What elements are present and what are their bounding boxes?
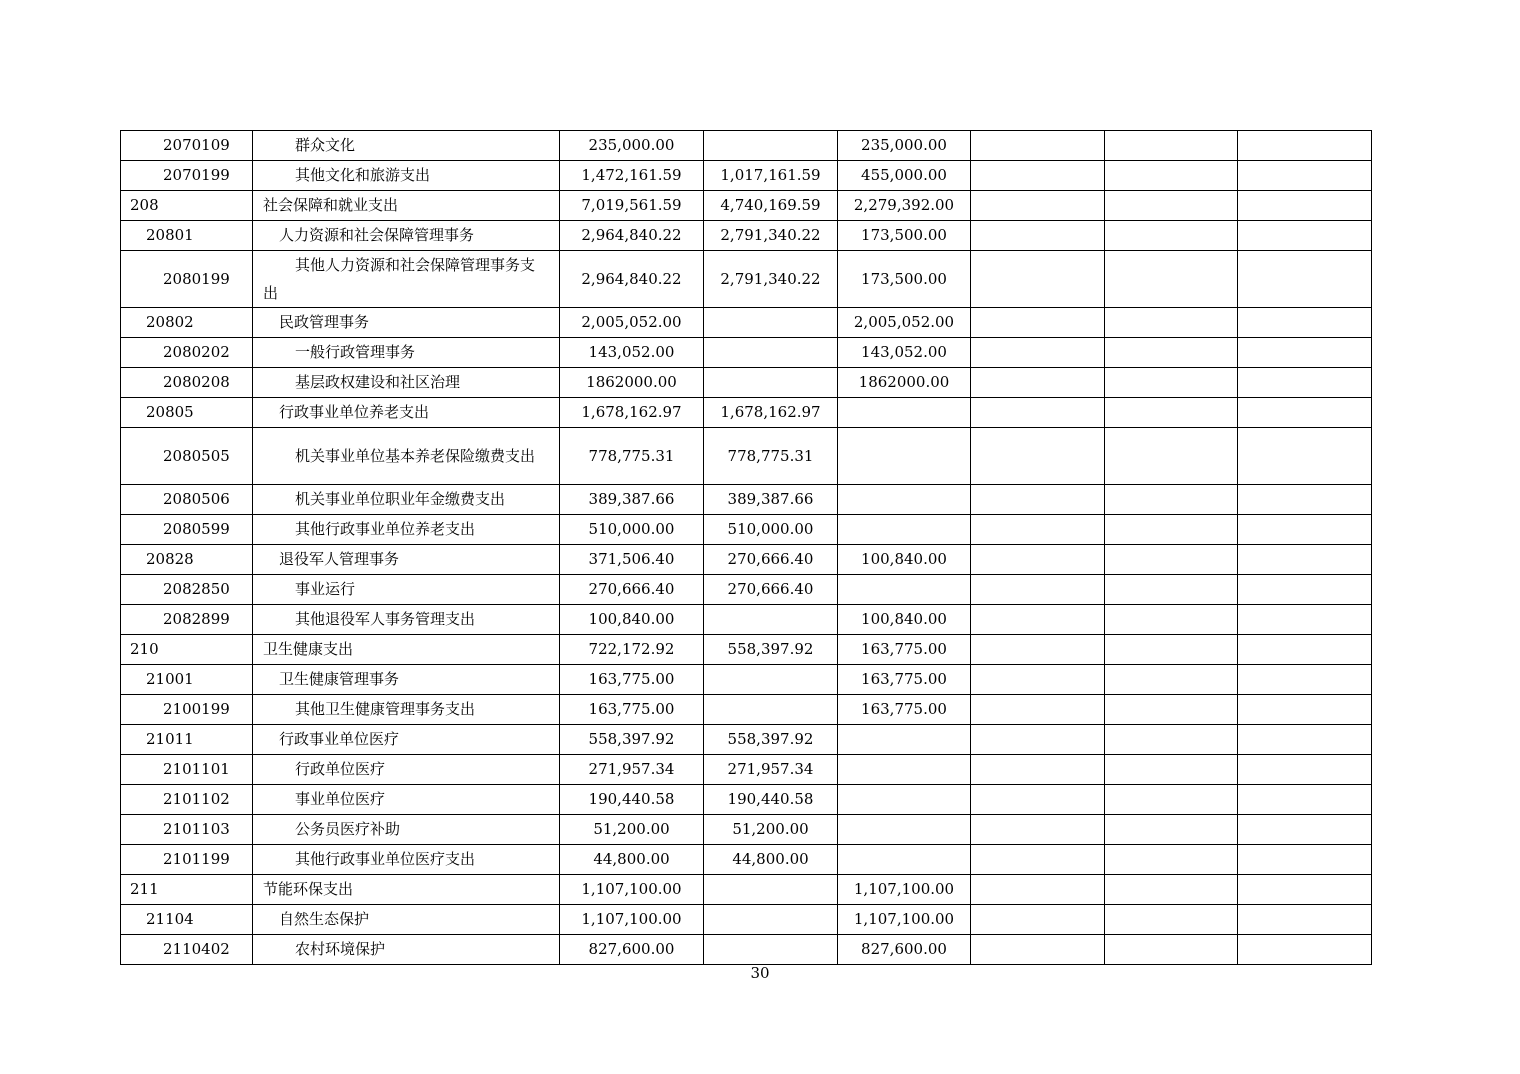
cell-code: 2101102 <box>121 785 253 815</box>
cell-amount-2: 44,800.00 <box>704 845 838 875</box>
cell-code: 2082899 <box>121 605 253 635</box>
cell-amount-6 <box>1238 905 1372 935</box>
cell-amount-1: 163,775.00 <box>560 665 704 695</box>
cell-amount-3 <box>838 815 971 845</box>
cell-code: 2080505 <box>121 428 253 485</box>
cell-amount-3: 235,000.00 <box>838 131 971 161</box>
cell-amount-3: 1862000.00 <box>838 368 971 398</box>
cell-amount-4 <box>971 368 1105 398</box>
cell-amount-6 <box>1238 605 1372 635</box>
cell-amount-2 <box>704 935 838 965</box>
cell-amount-1: 235,000.00 <box>560 131 704 161</box>
cell-amount-5 <box>1105 131 1238 161</box>
cell-amount-1: 1,678,162.97 <box>560 398 704 428</box>
cell-amount-2: 389,387.66 <box>704 485 838 515</box>
cell-amount-1: 271,957.34 <box>560 755 704 785</box>
cell-amount-6 <box>1238 935 1372 965</box>
cell-amount-6 <box>1238 251 1372 308</box>
cell-amount-6 <box>1238 695 1372 725</box>
cell-amount-4 <box>971 131 1105 161</box>
cell-amount-5 <box>1105 515 1238 545</box>
cell-amount-2: 2,791,340.22 <box>704 221 838 251</box>
cell-amount-5 <box>1105 635 1238 665</box>
cell-amount-4 <box>971 251 1105 308</box>
cell-amount-5 <box>1105 725 1238 755</box>
cell-code: 2080199 <box>121 251 253 308</box>
cell-amount-4 <box>971 725 1105 755</box>
cell-amount-5 <box>1105 575 1238 605</box>
table-row <box>121 131 1372 161</box>
cell-amount-3 <box>838 515 971 545</box>
table-row <box>121 785 1372 815</box>
table-row <box>121 308 1372 338</box>
cell-amount-6 <box>1238 575 1372 605</box>
cell-code: 210 <box>121 635 253 665</box>
cell-amount-1: 44,800.00 <box>560 845 704 875</box>
cell-amount-1: 143,052.00 <box>560 338 704 368</box>
cell-amount-5 <box>1105 665 1238 695</box>
table-row <box>121 398 1372 428</box>
cell-amount-4 <box>971 308 1105 338</box>
cell-amount-1: 163,775.00 <box>560 695 704 725</box>
cell-name: 其他文化和旅游支出 <box>253 161 560 191</box>
page-number: 30 <box>750 964 770 982</box>
cell-amount-1: 510,000.00 <box>560 515 704 545</box>
cell-amount-6 <box>1238 485 1372 515</box>
cell-code: 211 <box>121 875 253 905</box>
cell-amount-2: 1,017,161.59 <box>704 161 838 191</box>
cell-amount-4 <box>971 338 1105 368</box>
cell-amount-2 <box>704 338 838 368</box>
cell-name: 其他退役军人事务管理支出 <box>253 605 560 635</box>
cell-amount-6 <box>1238 161 1372 191</box>
cell-amount-6 <box>1238 515 1372 545</box>
cell-amount-3: 1,107,100.00 <box>838 875 971 905</box>
table-row <box>121 515 1372 545</box>
cell-name: 农村环境保护 <box>253 935 560 965</box>
cell-amount-1: 1862000.00 <box>560 368 704 398</box>
cell-code: 2080208 <box>121 368 253 398</box>
cell-amount-6 <box>1238 308 1372 338</box>
cell-amount-2 <box>704 131 838 161</box>
cell-amount-5 <box>1105 191 1238 221</box>
cell-amount-3: 455,000.00 <box>838 161 971 191</box>
cell-amount-6 <box>1238 635 1372 665</box>
table-row <box>121 221 1372 251</box>
table-row <box>121 605 1372 635</box>
cell-amount-5 <box>1105 485 1238 515</box>
cell-name: 基层政权建设和社区治理 <box>253 368 560 398</box>
cell-amount-4 <box>971 845 1105 875</box>
cell-amount-5 <box>1105 428 1238 485</box>
cell-name: 其他行政事业单位医疗支出 <box>253 845 560 875</box>
cell-amount-2: 558,397.92 <box>704 635 838 665</box>
cell-amount-4 <box>971 428 1105 485</box>
expenditure-table <box>120 130 1372 965</box>
cell-amount-3: 100,840.00 <box>838 545 971 575</box>
cell-amount-5 <box>1105 695 1238 725</box>
cell-amount-5 <box>1105 251 1238 308</box>
cell-amount-5 <box>1105 875 1238 905</box>
cell-amount-5 <box>1105 338 1238 368</box>
cell-amount-2 <box>704 368 838 398</box>
cell-amount-6 <box>1238 221 1372 251</box>
cell-amount-6 <box>1238 545 1372 575</box>
cell-name: 机关事业单位职业年金缴费支出 <box>253 485 560 515</box>
cell-amount-1: 2,005,052.00 <box>560 308 704 338</box>
cell-amount-3: 163,775.00 <box>838 665 971 695</box>
cell-amount-4 <box>971 515 1105 545</box>
cell-amount-6 <box>1238 815 1372 845</box>
cell-amount-5 <box>1105 935 1238 965</box>
table-row <box>121 695 1372 725</box>
cell-amount-4 <box>971 665 1105 695</box>
cell-amount-6 <box>1238 755 1372 785</box>
cell-amount-2 <box>704 875 838 905</box>
cell-code: 20802 <box>121 308 253 338</box>
cell-amount-5 <box>1105 545 1238 575</box>
cell-code: 2080506 <box>121 485 253 515</box>
cell-amount-2: 270,666.40 <box>704 545 838 575</box>
cell-amount-4 <box>971 635 1105 665</box>
cell-amount-1: 270,666.40 <box>560 575 704 605</box>
cell-amount-6 <box>1238 785 1372 815</box>
cell-amount-4 <box>971 875 1105 905</box>
cell-amount-2: 4,740,169.59 <box>704 191 838 221</box>
table-row <box>121 755 1372 785</box>
cell-amount-1: 51,200.00 <box>560 815 704 845</box>
cell-code: 2080202 <box>121 338 253 368</box>
cell-amount-1: 827,600.00 <box>560 935 704 965</box>
cell-amount-2: 1,678,162.97 <box>704 398 838 428</box>
cell-amount-4 <box>971 191 1105 221</box>
cell-amount-6 <box>1238 368 1372 398</box>
cell-amount-2 <box>704 695 838 725</box>
cell-amount-2 <box>704 665 838 695</box>
cell-amount-4 <box>971 815 1105 845</box>
cell-amount-3 <box>838 428 971 485</box>
cell-amount-3: 1,107,100.00 <box>838 905 971 935</box>
cell-code: 2110402 <box>121 935 253 965</box>
cell-name: 卫生健康支出 <box>253 635 560 665</box>
cell-name: 自然生态保护 <box>253 905 560 935</box>
cell-name: 事业单位医疗 <box>253 785 560 815</box>
cell-name: 行政事业单位养老支出 <box>253 398 560 428</box>
cell-amount-4 <box>971 545 1105 575</box>
cell-amount-5 <box>1105 845 1238 875</box>
cell-amount-2: 510,000.00 <box>704 515 838 545</box>
cell-amount-4 <box>971 575 1105 605</box>
cell-code: 20805 <box>121 398 253 428</box>
cell-amount-5 <box>1105 221 1238 251</box>
cell-name: 行政事业单位医疗 <box>253 725 560 755</box>
cell-amount-6 <box>1238 845 1372 875</box>
table-row <box>121 665 1372 695</box>
cell-amount-2: 270,666.40 <box>704 575 838 605</box>
cell-amount-4 <box>971 785 1105 815</box>
cell-amount-2: 271,957.34 <box>704 755 838 785</box>
table-row <box>121 875 1372 905</box>
cell-amount-6 <box>1238 665 1372 695</box>
cell-amount-5 <box>1105 815 1238 845</box>
cell-name: 群众文化 <box>253 131 560 161</box>
cell-amount-5 <box>1105 161 1238 191</box>
table-row <box>121 725 1372 755</box>
table-row <box>121 485 1372 515</box>
cell-code: 2082850 <box>121 575 253 605</box>
cell-amount-3 <box>838 575 971 605</box>
cell-amount-4 <box>971 755 1105 785</box>
cell-amount-1: 722,172.92 <box>560 635 704 665</box>
cell-amount-3 <box>838 725 971 755</box>
table-row <box>121 428 1372 485</box>
cell-name: 退役军人管理事务 <box>253 545 560 575</box>
cell-name: 机关事业单位基本养老保险缴费支出 <box>253 428 560 485</box>
cell-code: 2101199 <box>121 845 253 875</box>
cell-name: 事业运行 <box>253 575 560 605</box>
cell-amount-4 <box>971 605 1105 635</box>
cell-amount-5 <box>1105 368 1238 398</box>
table-row <box>121 845 1372 875</box>
cell-amount-3: 143,052.00 <box>838 338 971 368</box>
cell-code: 2101103 <box>121 815 253 845</box>
cell-amount-1: 7,019,561.59 <box>560 191 704 221</box>
cell-amount-6 <box>1238 398 1372 428</box>
table-row <box>121 368 1372 398</box>
table-row <box>121 191 1372 221</box>
cell-amount-5 <box>1105 398 1238 428</box>
cell-amount-3 <box>838 398 971 428</box>
cell-amount-6 <box>1238 725 1372 755</box>
cell-amount-1: 100,840.00 <box>560 605 704 635</box>
cell-name: 其他人力资源和社会保障管理事务支出 <box>253 251 560 308</box>
cell-code: 21011 <box>121 725 253 755</box>
cell-amount-2 <box>704 905 838 935</box>
cell-amount-2: 2,791,340.22 <box>704 251 838 308</box>
cell-amount-6 <box>1238 428 1372 485</box>
cell-amount-4 <box>971 935 1105 965</box>
table-row <box>121 935 1372 965</box>
cell-code: 2101101 <box>121 755 253 785</box>
cell-amount-6 <box>1238 191 1372 221</box>
cell-amount-4 <box>971 398 1105 428</box>
table-row <box>121 251 1372 308</box>
cell-name: 民政管理事务 <box>253 308 560 338</box>
cell-amount-6 <box>1238 875 1372 905</box>
table-row <box>121 161 1372 191</box>
cell-amount-3 <box>838 485 971 515</box>
cell-amount-3 <box>838 785 971 815</box>
cell-amount-3: 2,279,392.00 <box>838 191 971 221</box>
cell-amount-5 <box>1105 308 1238 338</box>
cell-amount-3: 827,600.00 <box>838 935 971 965</box>
cell-amount-4 <box>971 161 1105 191</box>
cell-amount-3: 173,500.00 <box>838 221 971 251</box>
cell-code: 2070109 <box>121 131 253 161</box>
cell-amount-4 <box>971 485 1105 515</box>
cell-amount-5 <box>1105 755 1238 785</box>
cell-amount-4 <box>971 905 1105 935</box>
cell-name: 社会保障和就业支出 <box>253 191 560 221</box>
cell-amount-1: 2,964,840.22 <box>560 251 704 308</box>
cell-amount-6 <box>1238 338 1372 368</box>
cell-code: 2100199 <box>121 695 253 725</box>
table-row <box>121 815 1372 845</box>
cell-code: 21104 <box>121 905 253 935</box>
cell-amount-1: 1,107,100.00 <box>560 905 704 935</box>
table-row <box>121 338 1372 368</box>
table-body <box>121 131 1372 965</box>
cell-amount-2: 778,775.31 <box>704 428 838 485</box>
cell-amount-1: 190,440.58 <box>560 785 704 815</box>
cell-name: 卫生健康管理事务 <box>253 665 560 695</box>
cell-amount-1: 558,397.92 <box>560 725 704 755</box>
cell-amount-1: 778,775.31 <box>560 428 704 485</box>
cell-amount-4 <box>971 695 1105 725</box>
cell-name: 行政单位医疗 <box>253 755 560 785</box>
cell-amount-3 <box>838 845 971 875</box>
cell-amount-1: 389,387.66 <box>560 485 704 515</box>
cell-code: 208 <box>121 191 253 221</box>
cell-code: 21001 <box>121 665 253 695</box>
cell-amount-3 <box>838 755 971 785</box>
cell-amount-4 <box>971 221 1105 251</box>
cell-amount-2: 51,200.00 <box>704 815 838 845</box>
cell-amount-1: 371,506.40 <box>560 545 704 575</box>
cell-amount-2: 558,397.92 <box>704 725 838 755</box>
cell-amount-2: 190,440.58 <box>704 785 838 815</box>
cell-amount-5 <box>1105 785 1238 815</box>
cell-amount-1: 1,472,161.59 <box>560 161 704 191</box>
cell-name: 人力资源和社会保障管理事务 <box>253 221 560 251</box>
table-row <box>121 905 1372 935</box>
cell-code: 20801 <box>121 221 253 251</box>
cell-code: 20828 <box>121 545 253 575</box>
cell-amount-3: 100,840.00 <box>838 605 971 635</box>
cell-amount-2 <box>704 308 838 338</box>
cell-code: 2080599 <box>121 515 253 545</box>
cell-amount-3: 2,005,052.00 <box>838 308 971 338</box>
cell-code: 2070199 <box>121 161 253 191</box>
cell-name: 公务员医疗补助 <box>253 815 560 845</box>
table-row <box>121 635 1372 665</box>
cell-amount-6 <box>1238 131 1372 161</box>
cell-amount-1: 2,964,840.22 <box>560 221 704 251</box>
cell-amount-5 <box>1105 905 1238 935</box>
cell-amount-3: 173,500.00 <box>838 251 971 308</box>
cell-amount-2 <box>704 605 838 635</box>
table-row <box>121 545 1372 575</box>
cell-name: 一般行政管理事务 <box>253 338 560 368</box>
table-row <box>121 575 1372 605</box>
cell-amount-5 <box>1105 605 1238 635</box>
cell-name: 其他行政事业单位养老支出 <box>253 515 560 545</box>
cell-name: 节能环保支出 <box>253 875 560 905</box>
cell-amount-3: 163,775.00 <box>838 635 971 665</box>
cell-amount-1: 1,107,100.00 <box>560 875 704 905</box>
cell-amount-3: 163,775.00 <box>838 695 971 725</box>
cell-name: 其他卫生健康管理事务支出 <box>253 695 560 725</box>
